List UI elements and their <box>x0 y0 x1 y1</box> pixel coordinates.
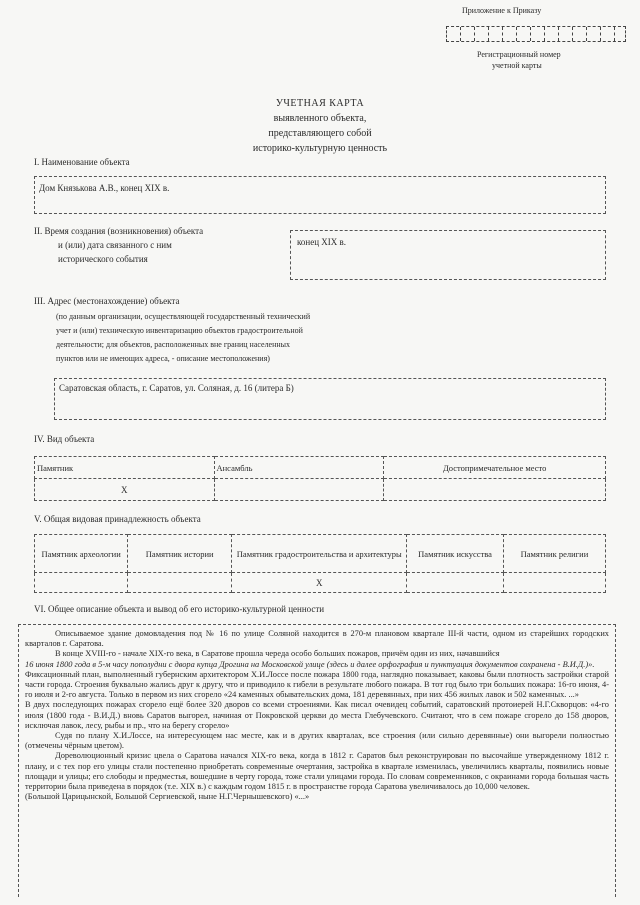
selected-mark: X <box>315 577 323 588</box>
address-note-line: деятельности; для объектов, расположенных вне границ населенных <box>56 340 291 349</box>
description-paragraph: Фиксационный план, выполненный губернским архитектором Х.И.Лоссе после пожара 1800 года, наглядно показывает, каковы были плотность застройки старой части города. Строения буквально жались друг к другу, что и приводило к гибели в результате любого пожара. В тот год было три больших пожара: 16-го июня, 4-го июля и 2-го августа. Только в первом из них сгорело «24 каменных обывательских дома, 181 деревянных, при них 456 жилых лавок и 502 каменных. ...» <box>25 669 609 700</box>
category-art-cell[interactable] <box>407 573 504 593</box>
card-title-line: УЧЕТНАЯ КАРТА <box>275 98 365 109</box>
address-note-line: (по данным организации, осуществляющей государственный технический <box>56 312 311 321</box>
category-art-header: Памятник искусства <box>407 535 504 573</box>
section-2-label-line: исторического события <box>58 254 148 264</box>
category-religion-header: Памятник религии <box>503 535 605 573</box>
description-paragraph: В двух последующих пожарах сгорело ещё более 320 дворов со всеми строениями. Как писал очевидец событий, саратовский протоиерей Н.Г.Скворцов: «4-го июля (1800 года - В.И.Д.) вновь Саратов выгорел, начиная от Покровской церкви до места Глебучевского. Считают, что в сем пожаре сгорело до 158 дворов, исключая лавок, лесу, рыбы и пр., что на берегу сгорело» <box>25 700 609 730</box>
description-paragraph: Дореволюционный кризис цвела о Саратова начался XIX-го века, когда в 1812 г. Саратов был реконструирован по высочайше утвержденному 1812 г. плану, и с тех пор его улицы стали постепенно приобретать современные очертания, застройка в квартале изменилась, увеличились кварталы, появились новые площади и улицы; его слободы и предместья, вошедшие в черту города, тоже стали улицами города. По словам современников, с окраинами города большая часть территории была приведена в порядок (т.е. XIX в.) с каждым годом 1815 г. в пространстве города Саратова увеличивалось до 10,000 человек. <box>25 751 609 792</box>
category-history-header: Памятник истории <box>128 535 232 573</box>
category-table <box>34 534 606 593</box>
section-4-label: IV. Вид объекта <box>34 434 95 444</box>
address-note-line: пунктов или не имеющих адреса, - описание местоположения) <box>56 354 270 363</box>
card-title-line: историко-культурную ценность <box>252 143 388 154</box>
description-paragraph: (Большой Царицынской, Большой Сергиевской, ныне Н.Г.Чернышевского) «...» <box>25 792 310 802</box>
card-title-line: выявленного объекта, <box>273 113 367 124</box>
category-archaeology-cell[interactable] <box>35 573 128 593</box>
category-architecture-cell[interactable] <box>232 573 407 593</box>
type-landmark-header: Достопримечательное место <box>384 457 606 479</box>
address-field[interactable] <box>54 378 606 420</box>
description-paragraph: Описываемое здание домовладения под № 16 по улице Соляной находится в 270-м плановом квартале III-й части, одном из старейших городских кварталов г. Саратова. <box>25 629 609 649</box>
registration-number-box[interactable] <box>446 26 626 42</box>
registration-label-2: учетной карты <box>492 61 542 70</box>
type-landmark-cell[interactable] <box>384 479 606 501</box>
type-monument-cell[interactable] <box>35 479 215 501</box>
section-2-label-line: и (или) дата связанного с ним <box>58 240 172 250</box>
section-3-label: III. Адрес (местонахождение) объекта <box>34 296 180 306</box>
selected-mark: X <box>121 484 128 495</box>
description-paragraph: Судя по плану Х.И.Лоссе, на интересующем нас месте, как и в других кварталах, все строения (или сильно деревянные) они выгорели полностью (отмечены чёрным цветом). <box>25 731 609 751</box>
description-field[interactable] <box>18 624 616 897</box>
card-title-line: представляющего собой <box>268 128 372 139</box>
object-type-table <box>34 456 606 501</box>
section-5-label: V. Общая видовая принадлежность объекта <box>34 514 201 524</box>
type-ensemble-header: Ансамбль <box>214 457 384 479</box>
category-archaeology-header: Памятник археологии <box>35 535 128 573</box>
address-note <box>56 310 310 366</box>
creation-date-field[interactable] <box>290 230 606 280</box>
address-note-line: учет и (или) техническую инвентаризацию объектов градостроительной <box>56 326 303 335</box>
registration-label: Регистрационный номер <box>477 50 561 59</box>
object-name-value: Дом Князькова А.В., конец XIX в. <box>39 183 170 193</box>
section-2-label: II. Время создания (возникновения) объекта <box>34 226 204 236</box>
creation-date-value: конец XIX в. <box>297 237 347 247</box>
card-title <box>0 96 640 156</box>
section-6-label: VI. Общее описание объекта и вывод об его историко-культурной ценности <box>34 604 325 614</box>
category-religion-cell[interactable] <box>503 573 605 593</box>
category-history-cell[interactable] <box>128 573 232 593</box>
description-paragraph: В конце XVIII-го - начале XIX-го века, в Саратове прошла череда особо больших пожаров, причём один из них, начавшийся <box>55 649 500 659</box>
type-ensemble-cell[interactable] <box>214 479 384 501</box>
category-architecture-header: Памятник градостроительства и архитектуры <box>232 535 407 573</box>
type-monument-header: Памятник <box>35 457 215 479</box>
section-1-label: I. Наименование объекта <box>34 157 130 167</box>
address-value: Саратовская область, г. Саратов, ул. Соляная, д. 16 (литера Б) <box>59 383 294 393</box>
appendix-label: Приложение к Приказу <box>462 6 542 15</box>
description-quote: 16 июня 1800 года в 5-м часу пополудни с двора купца Дрогина на Московской улице (здесь и далее орфография и пунктуация документов сохранена - В.И.Д.)». <box>25 659 595 669</box>
object-name-field[interactable] <box>34 176 606 214</box>
description-text <box>25 629 609 802</box>
